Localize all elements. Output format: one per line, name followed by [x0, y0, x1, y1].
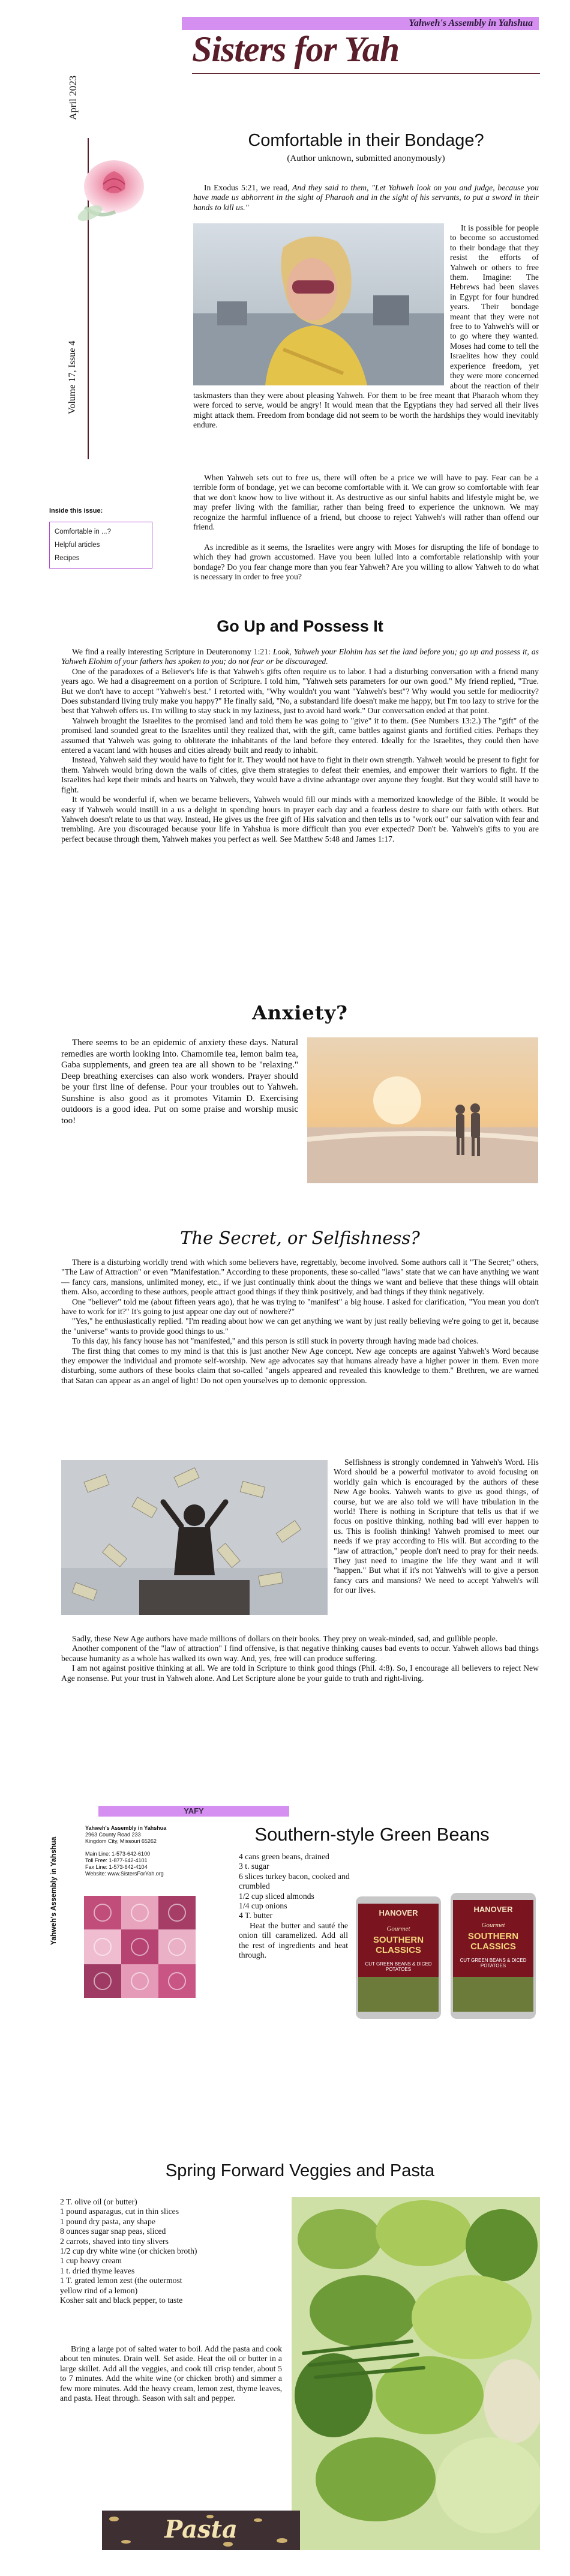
- newsletter-title: Sisters for Yah: [192, 29, 400, 69]
- address-toll-free: Toll Free: 1-877-642-4101: [85, 1857, 148, 1863]
- money-rain-photo: [61, 1460, 328, 1615]
- article2-p3: Yahweh brought the Israelites to the promised land and told them he was going to "give" it to them. (See Numbers 13:2.) The "gift" of the promised land sounded great to the Israelites until they realized that, with the gift, came battles against giants and fortified cities. Perhaps they assumed that Yahweh was going to obliterate the inhabitants of the land before they entered. Ideally for the Israelites, they could then have entered a vacant land with houses and cities already built and ready to inhabit.: [61, 716, 539, 755]
- pasta-banner-word: Pasta: [164, 2515, 238, 2544]
- recipe1-directions: Heat the butter and sauté the onion till caramelized. Add all the rest of ingredients and heat through.: [239, 1921, 348, 1960]
- article4-body-bottom: [61, 1615, 539, 1683]
- article1-p1-text: It is possible for people to become so accustomed to their bondage that they resist the efforts of Yahweh or others to free them. Imagine: The Hebrews had been slaves in Egypt for four hundred years. Their bondage meant that they were not free to to Yahweh's will or to go where they wanted. Moses had come to tell the Israelites how they could experience freedom, yet they were more concerned about the reaction of their taskmasters than they were about pleasing Yahweh. For them to be free meant that Pharaoh whom they were forced to serve, would be angry! It would mean that the Egyptians they had served all their lives might attack them. Freedom from bondage did not seem to be worth the hardships they would inevitably endure.: [193, 223, 539, 430]
- can-brand-right: HANOVER: [473, 1905, 513, 1914]
- can-line1-left: Gourmet: [386, 1925, 410, 1932]
- article4-p3: "Yes," he enthusiastically replied. "I'm reading about how we can get anything we want by just really believing we're going to get it, because the "universe" wants to provide good things to us.": [61, 1317, 539, 1336]
- rose-grid-image: [84, 1896, 196, 1998]
- article1-p1-wrap: [193, 223, 539, 475]
- article3-title: Anxiety?: [252, 1001, 348, 1024]
- masthead-banner: [182, 17, 539, 30]
- inside-item[interactable]: Comfortable in ...?: [55, 528, 111, 535]
- ingredient: 8 ounces sugar snap peas, sliced: [60, 2227, 166, 2236]
- ingredient: 1 pound dry pasta, any shape: [60, 2216, 155, 2226]
- article2-p4: Instead, Yahweh said they would have to fight for it. They would not have to fight in their own strength. Yahweh would be present to fight for them. Yahweh would bring down the walls of cities, give them strategies to defeat their enemies, and empower their warriors to fight. If the Israelites had kept their minds and hearts on Yahweh, they would have a divine advantage over anyone they fought. But they would still have to fight.: [61, 755, 539, 794]
- back-vertical-title: [48, 1807, 64, 1951]
- canned-beans-photo: [352, 1887, 539, 2022]
- masthead-banner-text: Yahweh's Assembly in Yahshua: [409, 18, 533, 28]
- article4-p4: To this day, his fancy house has not "manifested," and this person is still stuck in poverty through having made bad choices.: [72, 1336, 479, 1346]
- recipe2-ingredients: [60, 2197, 288, 2305]
- article4-body-side: [334, 1458, 539, 1615]
- address-city: Kingdom City, Missouri 65262: [85, 1838, 157, 1844]
- article1-intro: [193, 183, 539, 213]
- ingredient: 6 slices turkey bacon, cooked and crumbled: [239, 1871, 350, 1891]
- recipe1-title: Southern-style Green Beans: [254, 1824, 490, 1845]
- can-line1-right: Gourmet: [481, 1922, 505, 1929]
- address-main-line: Main Line: 1-573-642-6100: [85, 1851, 151, 1857]
- ingredient: 1/2 cup sliced almonds: [239, 1891, 314, 1901]
- article4-p9: I am not against positive thinking at all. We are told in Scripture to think good things (Phil. 4:8). So, I encourage all believers to reject New Age nonsense. Put your trust in Yahweh alone. And Let Scripture alone be your guide to truth and right-living.: [61, 1664, 539, 1683]
- article1-p2: When Yahweh sets out to free us, there will often be a price we will have to pay. Fear can be a terrible form of bondage, yet we can become comfortable with it. We can grow so comfortable with fear that we don't know how to live without it. As destructive as our sinful habits and lifestyle might be, we may prefer living with the familiar, rather than being freed to experience the unknown. We may recognize the harmful influence of a friend, but choose to reject Yahweh's will rather than offend our friend.: [193, 473, 539, 532]
- article4-title: The Secret, or Selfishness?: [180, 1228, 420, 1248]
- article1-title: Comfortable in their Bondage?: [248, 131, 484, 150]
- inside-item[interactable]: Helpful articles: [55, 541, 100, 549]
- back-tag: YAFY: [184, 1806, 204, 1815]
- article4-p8: Another component of the "law of attraction" I find offensive, is that negative thinking causes bad events to occur. Yahweh allows bad things because humanity as a whole has walked its own way. And, yes, free will can produce suffering.: [61, 1644, 539, 1663]
- article3-p1: There seems to be an epidemic of anxiety these days. Natural remedies are worth looking into. Chamomile tea, lemon balm tea, Gaba supplements, and green tea are all shown to be "relaxing." Deep breathing exercises can also work wonders. Prayer should be your first line of defense. Pour your troubles out to Yahweh. Sunshine is also good as it promotes Vitamin D. Exercising outdoors is a good idea. Put on some praise and worship music too!: [61, 1038, 298, 1126]
- address-fax: Fax Line: 1-573-642-4104: [85, 1864, 148, 1870]
- ingredient: 2 T. olive oil (or butter): [60, 2197, 137, 2206]
- back-vertical-text: Yahweh's Assembly in Yahshua: [49, 1836, 58, 1945]
- ingredient: 3 t. sugar: [239, 1862, 269, 1871]
- article2-p2: One of the paradoxes of a Believer's life is that Yahweh's gifts often require us to labor. I had a disturbing conversation with a friend many years ago. We had a disagreement on a portion of Scripture. I told him, "Yahweh sets parameters for our own good." My friend replied, "True. But we don't have to accept "Yahweh's best." I retorted with, "Why wouldn't you want "Yahweh's best"? Why would you settle for mediocrity? Does substandard living truly make you happy?" He finally said, "No, a substandard life doesn't make me happy, but I'm too lazy to strive for the best that Yahweh offers us. I'm willing to stay stuck in my laziness, just to avoid hard work." Our conversation ended at that point.: [61, 666, 539, 716]
- ingredient: 1 cup heavy cream: [60, 2256, 122, 2266]
- article2-p1-lead: We find a really interesting Scripture in Deuteronomy 1:21:: [72, 647, 273, 656]
- can-label-left: CUT GREEN BEANS & DICED POTATOES: [365, 1961, 432, 1972]
- article2-body: [61, 647, 539, 844]
- recipe1-ingredients: [239, 1852, 365, 1921]
- article2-title: Go Up and Possess It: [217, 617, 383, 635]
- inside-this-issue: [49, 507, 152, 569]
- article4-body-top: [61, 1258, 539, 1386]
- beach-couple-photo: [307, 1037, 538, 1183]
- article1-p3: As incredible as it seems, the Israelites were angry with Moses for disrupting the life of bondage to which they had grown accustomed. Have you been lulled into a comfortable relationship with your bondage? Do you fear change more than you fear Yahweh? Are you willing to allow Yahweh to do what is necessary in order to free you?: [193, 543, 539, 582]
- inside-item[interactable]: Recipes: [55, 555, 80, 562]
- ingredient: 1 t. dried thyme leaves: [60, 2266, 135, 2275]
- ingredient: 1/2 cup dry white wine (or chicken broth): [60, 2246, 197, 2256]
- address-website: Website: www.SistersForYah.org: [85, 1871, 164, 1877]
- recipe2-title: Spring Forward Veggies and Pasta: [165, 2161, 435, 2180]
- article1-photo-spacer: [193, 223, 450, 387]
- article1-byline: (Author unknown, submitted anonymously): [287, 154, 445, 163]
- can-line2-right: SOUTHERN CLASSICS: [467, 1931, 519, 1952]
- volume-vertical: [67, 312, 85, 420]
- ingredient: 1 pound asparagus, cut in thin slices: [60, 2207, 179, 2216]
- date-vertical: [67, 6, 121, 126]
- ingredient: 2 carrots, shaved into tiny slivers: [60, 2236, 169, 2246]
- article2-p1-quote: Look, Yahweh your Elohim has set the land before you; go up and possess it, as Yahweh Elohim of your fathers has spoken to you; do not fear or be discouraged.: [61, 647, 539, 666]
- issue-date: April 2023: [67, 75, 79, 120]
- ingredient: 1 T. grated lemon zest (the outermost yellow rind of a lemon): [60, 2276, 182, 2295]
- article2-p5: It would be wonderful if, when we became believers, Yahweh would fill our minds with a memorized knowledge of the Bible. It would be easy if Yahweh would instill in a us a delight in spending hours in prayer each day and a fearless desire to share our faith with others. But Yahweh doesn't relate to us that way. Instead, He gives us the free gift of His salvation and then tells us to "work out" our salvation with fear and trembling. Are you discouraged because your life in Yahshua is more difficult than you ever expected? Don't be. Yahweh's gifts to you are perfect because through them, Yahweh makes you perfect as well. See Matthew 5:48 and James 1:17.: [61, 795, 539, 843]
- can-label-right: CUT GREEN BEANS & DICED POTATOES: [460, 1958, 527, 1968]
- article2-p1: [61, 647, 539, 667]
- article1-intro-text: In Exodus 5:21, we read,: [204, 183, 293, 192]
- ingredient: 4 T. butter: [239, 1911, 273, 1920]
- ingredient: 1/4 cup onions: [239, 1901, 287, 1911]
- veggies-photo: [292, 2197, 540, 2550]
- pasta-banner: [102, 2511, 300, 2550]
- article4-p1: There is a disturbing worldly trend with which some believers have, regrettably, become involved. Some authors call it "The Secret;" others, "The Law of Attraction" or even "Manifestation." According to these proponents, these so-called "laws" state that we can have anything we want — fancy cars, mansions, unlimited money, etc., if we just continually think about the things we want and believe that these things will obtain them. Also, according to these authors, people attract good things if they think positively, and bad things if they think negatively.: [61, 1258, 539, 1297]
- article4-p6-tail: [61, 1615, 539, 1634]
- article4-p5: The first thing that comes to my mind is that this is just another New Age concept. New age concepts are against Yahweh's Word because they empower the individual and promote self-worship. New age advocates say that humans already have a higher power in them. Even more disturbing, some authors of these books claim that so-called "angels appeared and revealed this knowledge to them." Brethren, we are warned that Satan can appear as an angel of light! Do not open yourselves up to demonic oppression.: [61, 1346, 539, 1385]
- rose-illustration: [67, 147, 157, 237]
- article4-p2: One "believer" told me (about fifteen years ago), that he was trying to "manifest" a big house. I asked for clarification, "You mean you don't have to work for it?" It's going to just appear one day out of nowhere?": [61, 1297, 539, 1317]
- inside-list: [49, 522, 152, 569]
- recipe2-directions: Bring a large pot of salted water to boil. Add the pasta and cook about ten minutes. Drain well. Set aside. Heat the oil or butter in a large skillet. Add all the veggies, and cook till crisp tender, about 5 to 7 minutes. Add the white wine (or chicken broth) and simmer a few more minutes. Add the heavy cream, lemon zest, thyme leaves, and pasta. Heat through. Season with salt and pepper.: [60, 2344, 282, 2403]
- ingredient: 4 cans green beans, drained: [239, 1852, 329, 1861]
- can-line2-left: SOUTHERN CLASSICS: [373, 1935, 424, 1955]
- issue-volume: Volume 17, Issue 4: [67, 340, 77, 414]
- article4-p6-side: Selfishness is strongly condemned in Yahweh's Word. His Word should be a powerful motivator to avoid focusing on worldly gain which is encouraged by the authors of these New Age books. Yahweh wants to give us good things, of course, but we are also told we will have tribulation in the world! There is nothing in Scripture that tells us that if we focus on positive thinking, nothing bad will ever happen to us. This is foolish thinking! Yahweh promised to meet our needs if we pray according to His will. But according to the "law of attraction," people don't need to pray for their needs. They just need to imagine the life they want and it will "happen." But what if it's not Yahweh's will to give a person fancy cars and mansions? We need to accept Yahweh's will for our lives.: [334, 1458, 539, 1595]
- mailing-address: [85, 1825, 187, 1877]
- ingredient: Kosher salt and black pepper, to taste: [60, 2296, 183, 2305]
- address-street: 2963 County Road 233: [85, 1832, 141, 1838]
- back-tag-banner: [98, 1806, 289, 1817]
- address-org: Yahweh's Assembly in Yahshua: [85, 1825, 167, 1831]
- inside-heading: Inside this issue:: [49, 507, 103, 514]
- can-brand-left: HANOVER: [379, 1908, 418, 1917]
- article1-intro-quote: And they said to them, "Let Yahweh look on you and judge, because you have made us abhorrent in the sight of Pharaoh and in the sight of his servants, to put a sword in their hands to kill us.": [193, 183, 539, 212]
- article4-p7: Sadly, these New Age authors have made millions of dollars on their books. They prey on weak-minded, sad, and gullible people.: [72, 1634, 498, 1643]
- title-rule: [192, 73, 540, 74]
